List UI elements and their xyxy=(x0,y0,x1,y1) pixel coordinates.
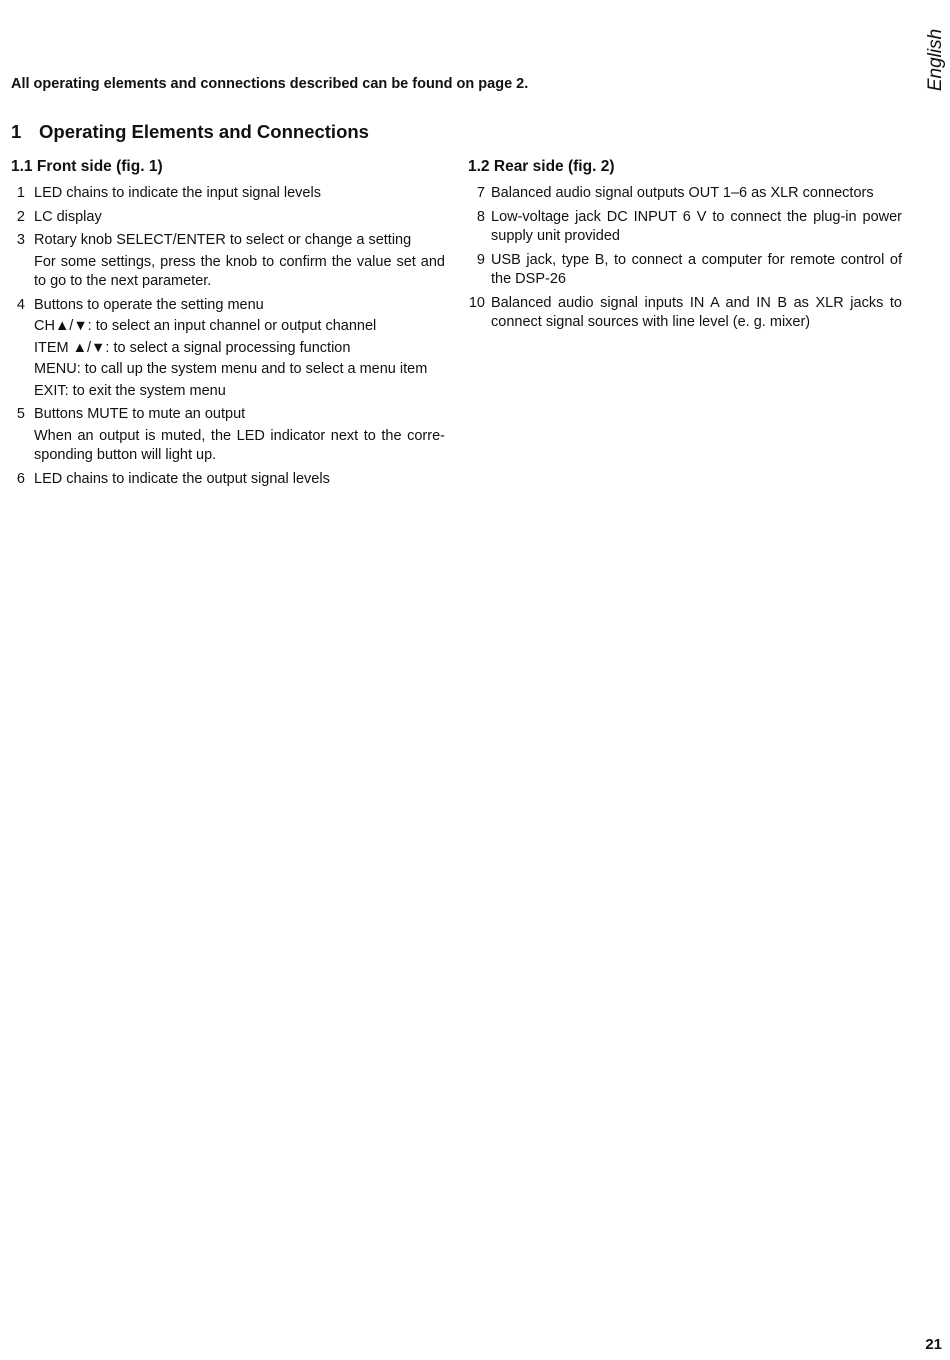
item-detail: ITEM ▲/▼: to select a signal processing function xyxy=(34,339,351,356)
front-side-title: Front side xyxy=(36,158,112,175)
list-item xyxy=(468,208,902,247)
front-side-fig-ref: (fig. 1) xyxy=(116,158,163,175)
list-item xyxy=(11,470,445,490)
front-side-heading xyxy=(11,156,445,178)
item-text: LED chains to indicate the input signal levels xyxy=(34,185,321,201)
list-item xyxy=(11,231,445,292)
front-side-list xyxy=(11,184,445,489)
item-text: Balanced audio signal outputs OUT 1–6 as XLR connectors xyxy=(491,185,874,201)
rear-side-number: 1.2 xyxy=(468,158,490,175)
rear-side-title: Rear side xyxy=(493,158,564,175)
item-text: Buttons to operate the setting menu xyxy=(34,296,264,313)
item-number: 9 xyxy=(476,251,485,268)
item-number: 4 xyxy=(16,296,25,313)
item-number: 2 xyxy=(16,208,25,225)
item-number: 10 xyxy=(468,294,485,311)
item-text: Low-voltage jack DC INPUT 6 V to connect the plug-in power supply unit provided xyxy=(491,208,902,244)
item-text: Buttons MUTE to mute an output xyxy=(34,406,246,422)
page-number: 21 xyxy=(925,1336,942,1353)
item-detail: CH▲/▼: to select an input channel or output channel xyxy=(34,318,377,334)
list-item xyxy=(11,208,445,228)
item-number: 3 xyxy=(16,232,25,248)
rear-side-column xyxy=(468,156,902,337)
item-number: 6 xyxy=(16,470,25,487)
language-label: English xyxy=(925,28,946,92)
front-side-number: 1.1 xyxy=(11,158,33,175)
item-text: LC display xyxy=(34,208,102,225)
section-heading xyxy=(11,121,369,143)
rear-side-heading xyxy=(468,156,902,178)
list-item xyxy=(11,405,445,466)
item-detail: EXIT: to exit the system menu xyxy=(34,382,226,399)
rear-side-fig-ref: (fig. 2) xyxy=(567,158,615,175)
section-title: Operating Elements and Connections xyxy=(39,121,369,142)
item-text: LED chains to indicate the output signal levels xyxy=(34,470,330,487)
item-detail: For some settings, press the knob to confirm the value set and to go to the next parameter. xyxy=(34,253,445,289)
section-number: 1 xyxy=(11,121,22,142)
language-tab xyxy=(921,20,950,100)
item-detail: MENU: to call up the system menu and to select a menu item xyxy=(34,361,428,377)
rear-side-list xyxy=(468,184,902,333)
item-number: 1 xyxy=(16,185,25,201)
item-number: 8 xyxy=(476,208,485,225)
item-text: Rotary knob SELECT/ENTER to select or change a setting xyxy=(34,232,412,248)
front-side-column xyxy=(11,156,445,493)
list-item xyxy=(468,294,902,333)
list-item xyxy=(468,184,902,204)
list-item xyxy=(468,251,902,290)
list-item xyxy=(11,296,445,402)
item-text: USB jack, type B, to connect a computer for remote control of the DSP-26 xyxy=(491,251,902,287)
list-item xyxy=(11,184,445,204)
item-number: 7 xyxy=(476,185,485,201)
intro-note: All operating elements and connections described can be found on page 2. xyxy=(11,76,529,92)
item-text: Balanced audio signal inputs IN A and IN B as XLR jacks to connect signal sources with line level (e. g. mixer) xyxy=(491,294,902,330)
item-number: 5 xyxy=(16,406,25,422)
item-detail: When an output is muted, the LED indicator next to the corresponding button will light up. xyxy=(34,427,445,463)
